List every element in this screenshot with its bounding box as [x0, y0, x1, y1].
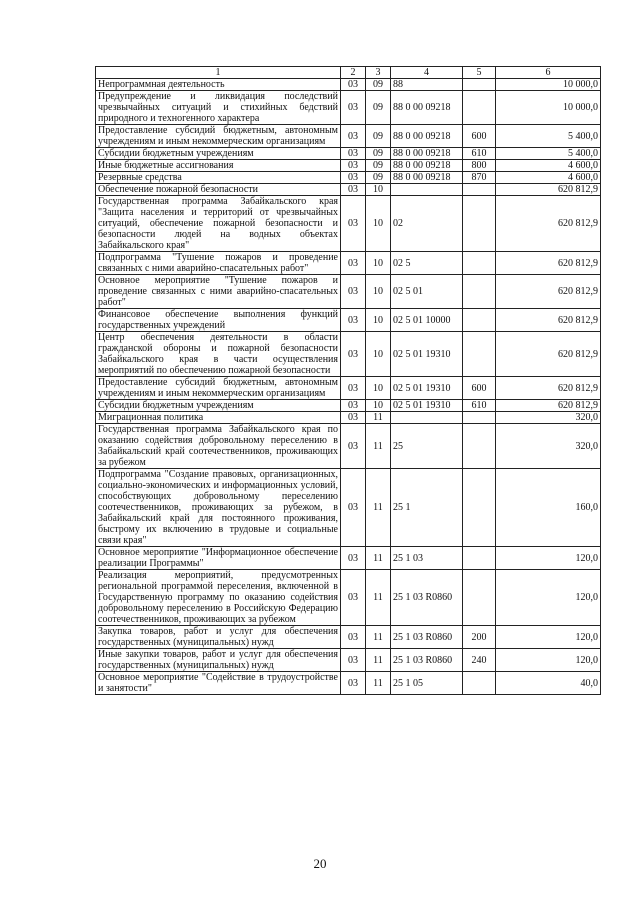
- page-number: 20: [313, 856, 327, 871]
- row-name: Центр обеспечения деятельности в области гражданской обороны и пожарной безопасности Забайкальского края в части осуществления мероприятий по обеспечению пожарной безопасности: [96, 332, 341, 377]
- row-subsection: 11: [366, 626, 391, 649]
- row-expense-type: 610: [463, 400, 496, 412]
- row-target-article: 02 5 01 10000: [391, 309, 463, 332]
- row-amount: 5 400,0: [496, 125, 601, 148]
- row-expense-type: 610: [463, 148, 496, 160]
- row-section: 03: [341, 412, 366, 424]
- header-col-2: 2: [341, 67, 366, 79]
- header-col-1: 1: [96, 67, 341, 79]
- table-row: [96, 672, 601, 695]
- table-row: [96, 172, 601, 184]
- row-name: Непрограммная деятельность: [96, 79, 341, 91]
- row-expense-type: [463, 570, 496, 626]
- row-section: 03: [341, 160, 366, 172]
- row-target-article: 02 5 01 19310: [391, 400, 463, 412]
- row-name: Субсидии бюджетным учреждениям: [96, 400, 341, 412]
- row-subsection: 11: [366, 649, 391, 672]
- row-section: 03: [341, 172, 366, 184]
- row-section: 03: [341, 91, 366, 125]
- table-row: [96, 332, 601, 377]
- row-name: Предоставление субсидий бюджетным, автономным учреждениям и иным некоммерческим организациям: [96, 377, 341, 400]
- row-target-article: 25 1 03 R0860: [391, 649, 463, 672]
- row-subsection: 11: [366, 570, 391, 626]
- row-subsection: 11: [366, 412, 391, 424]
- row-amount: 120,0: [496, 547, 601, 570]
- row-section: 03: [341, 672, 366, 695]
- row-amount: 620 812,9: [496, 400, 601, 412]
- row-subsection: 11: [366, 469, 391, 547]
- row-amount: 120,0: [496, 570, 601, 626]
- row-target-article: 88 0 00 09218: [391, 160, 463, 172]
- header-col-3: 3: [366, 67, 391, 79]
- row-target-article: 88 0 00 09218: [391, 125, 463, 148]
- row-expense-type: 600: [463, 377, 496, 400]
- table-row: [96, 570, 601, 626]
- row-section: 03: [341, 469, 366, 547]
- table-row: [96, 469, 601, 547]
- table-row: [96, 79, 601, 91]
- row-section: 03: [341, 400, 366, 412]
- row-section: 03: [341, 626, 366, 649]
- row-subsection: 09: [366, 79, 391, 91]
- table-row: [96, 275, 601, 309]
- row-subsection: 09: [366, 91, 391, 125]
- table-row: [96, 252, 601, 275]
- header-col-6: 6: [496, 67, 601, 79]
- table-row: [96, 377, 601, 400]
- budget-table-container: [95, 66, 600, 695]
- row-amount: 5 400,0: [496, 148, 601, 160]
- row-target-article: 25 1 03 R0860: [391, 626, 463, 649]
- row-name: Основное мероприятие "Информационное обеспечение реализации Программы": [96, 547, 341, 570]
- row-amount: 620 812,9: [496, 252, 601, 275]
- row-subsection: 10: [366, 332, 391, 377]
- row-section: 03: [341, 148, 366, 160]
- row-amount: 40,0: [496, 672, 601, 695]
- row-name: Основное мероприятие "Тушение пожаров и проведение связанных с ними аварийно-спасательных работ": [96, 275, 341, 309]
- row-expense-type: 870: [463, 172, 496, 184]
- row-subsection: 10: [366, 309, 391, 332]
- row-expense-type: [463, 196, 496, 252]
- row-section: 03: [341, 125, 366, 148]
- row-subsection: 10: [366, 184, 391, 196]
- row-expense-type: [463, 275, 496, 309]
- row-section: 03: [341, 649, 366, 672]
- row-target-article: 88: [391, 79, 463, 91]
- row-name: Основное мероприятие "Содействие в трудоустройстве и занятости": [96, 672, 341, 695]
- row-amount: 620 812,9: [496, 275, 601, 309]
- row-expense-type: [463, 412, 496, 424]
- row-amount: 160,0: [496, 469, 601, 547]
- row-expense-type: [463, 672, 496, 695]
- table-row: [96, 91, 601, 125]
- row-target-article: [391, 184, 463, 196]
- row-name: Закупка товаров, работ и услуг для обеспечения государственных (муниципальных) нужд: [96, 626, 341, 649]
- row-expense-type: [463, 91, 496, 125]
- row-expense-type: [463, 252, 496, 275]
- row-expense-type: [463, 547, 496, 570]
- row-amount: 620 812,9: [496, 332, 601, 377]
- table-row: [96, 547, 601, 570]
- row-expense-type: 240: [463, 649, 496, 672]
- row-name: Подпрограмма "Создание правовых, организационных, социально-экономических и информационных условий, способствующих добровольному переселению соотечественников, проживающих за рубежом, в Забайкальский край для постоянного проживания, быстрому их включению в трудовые и социальные связи края": [96, 469, 341, 547]
- row-name: Государственная программа Забайкальского края "Защита населения и территорий от чрезвычайных ситуаций, обеспечение пожарной безопасности и безопасности людей на водных объектах Забайкальского края": [96, 196, 341, 252]
- row-amount: 320,0: [496, 412, 601, 424]
- row-section: 03: [341, 252, 366, 275]
- table-row: [96, 309, 601, 332]
- row-target-article: [391, 412, 463, 424]
- row-name: Субсидии бюджетным учреждениям: [96, 148, 341, 160]
- row-section: 03: [341, 424, 366, 469]
- row-target-article: 25 1 05: [391, 672, 463, 695]
- row-subsection: 11: [366, 672, 391, 695]
- row-expense-type: 600: [463, 125, 496, 148]
- row-subsection: 09: [366, 160, 391, 172]
- table-row: [96, 160, 601, 172]
- row-section: 03: [341, 547, 366, 570]
- header-row: [96, 67, 601, 79]
- row-expense-type: 800: [463, 160, 496, 172]
- table-row: [96, 148, 601, 160]
- row-amount: 320,0: [496, 424, 601, 469]
- table-row: [96, 184, 601, 196]
- row-amount: 10 000,0: [496, 79, 601, 91]
- row-target-article: 02 5 01 19310: [391, 377, 463, 400]
- table-row: [96, 412, 601, 424]
- row-expense-type: 200: [463, 626, 496, 649]
- row-target-article: 25 1 03 R0860: [391, 570, 463, 626]
- row-target-article: 02 5: [391, 252, 463, 275]
- row-name: Предупреждение и ликвидация последствий чрезвычайных ситуаций и стихийных бедствий природного и техногенного характера: [96, 91, 341, 125]
- row-name: Иные закупки товаров, работ и услуг для обеспечения государственных (муниципальных) нужд: [96, 649, 341, 672]
- table-row: [96, 125, 601, 148]
- row-section: 03: [341, 196, 366, 252]
- row-amount: 4 600,0: [496, 160, 601, 172]
- table-row: [96, 424, 601, 469]
- row-section: 03: [341, 184, 366, 196]
- row-name: Предоставление субсидий бюджетным, автономным учреждениям и иным некоммерческим организациям: [96, 125, 341, 148]
- row-name: Подпрограмма "Тушение пожаров и проведение связанных с ними аварийно-спасательных работ": [96, 252, 341, 275]
- row-amount: 620 812,9: [496, 309, 601, 332]
- row-section: 03: [341, 79, 366, 91]
- row-section: 03: [341, 570, 366, 626]
- row-expense-type: [463, 309, 496, 332]
- row-subsection: 11: [366, 424, 391, 469]
- table-row: [96, 649, 601, 672]
- row-subsection: 09: [366, 172, 391, 184]
- row-amount: 120,0: [496, 626, 601, 649]
- row-subsection: 10: [366, 252, 391, 275]
- row-expense-type: [463, 332, 496, 377]
- row-name: Миграционная политика: [96, 412, 341, 424]
- row-target-article: 88 0 00 09218: [391, 91, 463, 125]
- row-name: Государственная программа Забайкальского края по оказанию содействия добровольному переселению в Забайкальский край соотечественников, проживающих за рубежом: [96, 424, 341, 469]
- table-row: [96, 196, 601, 252]
- row-name: Финансовое обеспечение выполнения функций государственных учреждений: [96, 309, 341, 332]
- row-target-article: 02 5 01: [391, 275, 463, 309]
- row-target-article: 02: [391, 196, 463, 252]
- row-target-article: 25: [391, 424, 463, 469]
- budget-table: [95, 66, 601, 695]
- header-col-5: 5: [463, 67, 496, 79]
- row-amount: 10 000,0: [496, 91, 601, 125]
- row-subsection: 11: [366, 547, 391, 570]
- row-amount: 4 600,0: [496, 172, 601, 184]
- row-name: Резервные средства: [96, 172, 341, 184]
- row-amount: 120,0: [496, 649, 601, 672]
- row-amount: 620 812,9: [496, 184, 601, 196]
- row-amount: 620 812,9: [496, 377, 601, 400]
- row-expense-type: [463, 79, 496, 91]
- row-amount: 620 812,9: [496, 196, 601, 252]
- row-subsection: 09: [366, 148, 391, 160]
- row-subsection: 10: [366, 377, 391, 400]
- row-subsection: 09: [366, 125, 391, 148]
- row-section: 03: [341, 377, 366, 400]
- row-expense-type: [463, 184, 496, 196]
- row-target-article: 25 1: [391, 469, 463, 547]
- row-section: 03: [341, 332, 366, 377]
- row-name: Обеспечение пожарной безопасности: [96, 184, 341, 196]
- row-target-article: 02 5 01 19310: [391, 332, 463, 377]
- row-section: 03: [341, 309, 366, 332]
- row-target-article: 25 1 03: [391, 547, 463, 570]
- row-subsection: 10: [366, 400, 391, 412]
- row-target-article: 88 0 00 09218: [391, 172, 463, 184]
- row-section: 03: [341, 275, 366, 309]
- row-subsection: 10: [366, 275, 391, 309]
- row-name: Иные бюджетные ассигнования: [96, 160, 341, 172]
- row-target-article: 88 0 00 09218: [391, 148, 463, 160]
- row-expense-type: [463, 469, 496, 547]
- row-subsection: 10: [366, 196, 391, 252]
- row-expense-type: [463, 424, 496, 469]
- table-row: [96, 626, 601, 649]
- header-col-4: 4: [391, 67, 463, 79]
- table-row: [96, 400, 601, 412]
- row-name: Реализация мероприятий, предусмотренных региональной программой переселения, включенной в Государственную программу по оказанию содействия добровольному переселению в Российскую Федерацию соотечественников, проживающих за рубежом: [96, 570, 341, 626]
